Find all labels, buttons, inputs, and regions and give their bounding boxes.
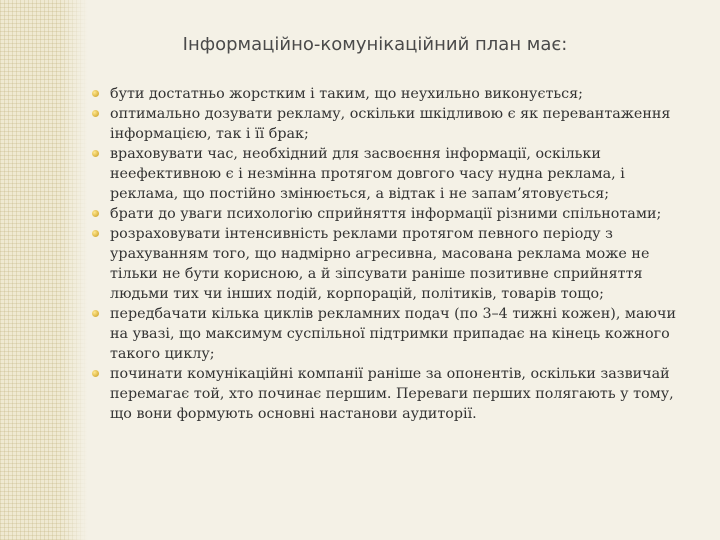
bullet-item [90, 364, 690, 424]
bullet-text: передбачати кілька циклів рекламних подач (по 3–4 тижні кожен), маючи на увазі, що максимум суспільної підтримки припадає на кінець кожного такого циклу; [110, 306, 676, 362]
bullet-item [90, 144, 690, 204]
bullet-item [90, 204, 690, 224]
bullet-text: брати до уваги психологію сприйняття інформації різними спільнотами; [110, 206, 662, 222]
bullet-item [90, 104, 690, 144]
slide-title: Інформаційно-комунікаційний план має: [182, 34, 568, 55]
bullet-text: враховувати час, необхідний для засвоєння інформації, оскільки неефективною є і незмінна протягом довгого часу нудна реклама, і реклама, що постійно змінюється, а відтак і не запам’ятовується; [110, 146, 625, 202]
bullet-text: починати комунікаційні компанії раніше за опонентів, оскільки зазвичай перемагає той, хто починає першим. Переваги перших полягають у тому, що вони формують основні настанови аудиторії. [110, 366, 674, 422]
bullet-dot-icon [92, 150, 99, 157]
decorative-left-strip [0, 0, 88, 540]
bullet-list [90, 84, 690, 424]
bullet-dot-icon [92, 310, 99, 317]
bullet-text: бути достатньо жорстким і таким, що неухильно виконується; [110, 86, 583, 102]
bullet-text: оптимально дозувати рекламу, оскільки шкідливою є як перевантаження інформацією, так і її брак; [110, 106, 671, 142]
bullet-item [90, 304, 690, 364]
bullet-item [90, 224, 690, 304]
bullet-dot-icon [92, 110, 99, 117]
bullet-dot-icon [92, 230, 99, 237]
bullet-dot-icon [92, 210, 99, 217]
bullet-text: розраховувати інтенсивність реклами протягом певного періоду з урахуванням того, що надмірно агресивна, масована реклама може не тільки не бути корисною, а й зіпсувати раніше позитивне сприйняття людьми тих чи інших подій, корпорацій, політиків, товарів тощо; [110, 226, 650, 302]
bullet-item [90, 84, 690, 104]
bullet-dot-icon [92, 90, 99, 97]
bullet-dot-icon [92, 370, 99, 377]
